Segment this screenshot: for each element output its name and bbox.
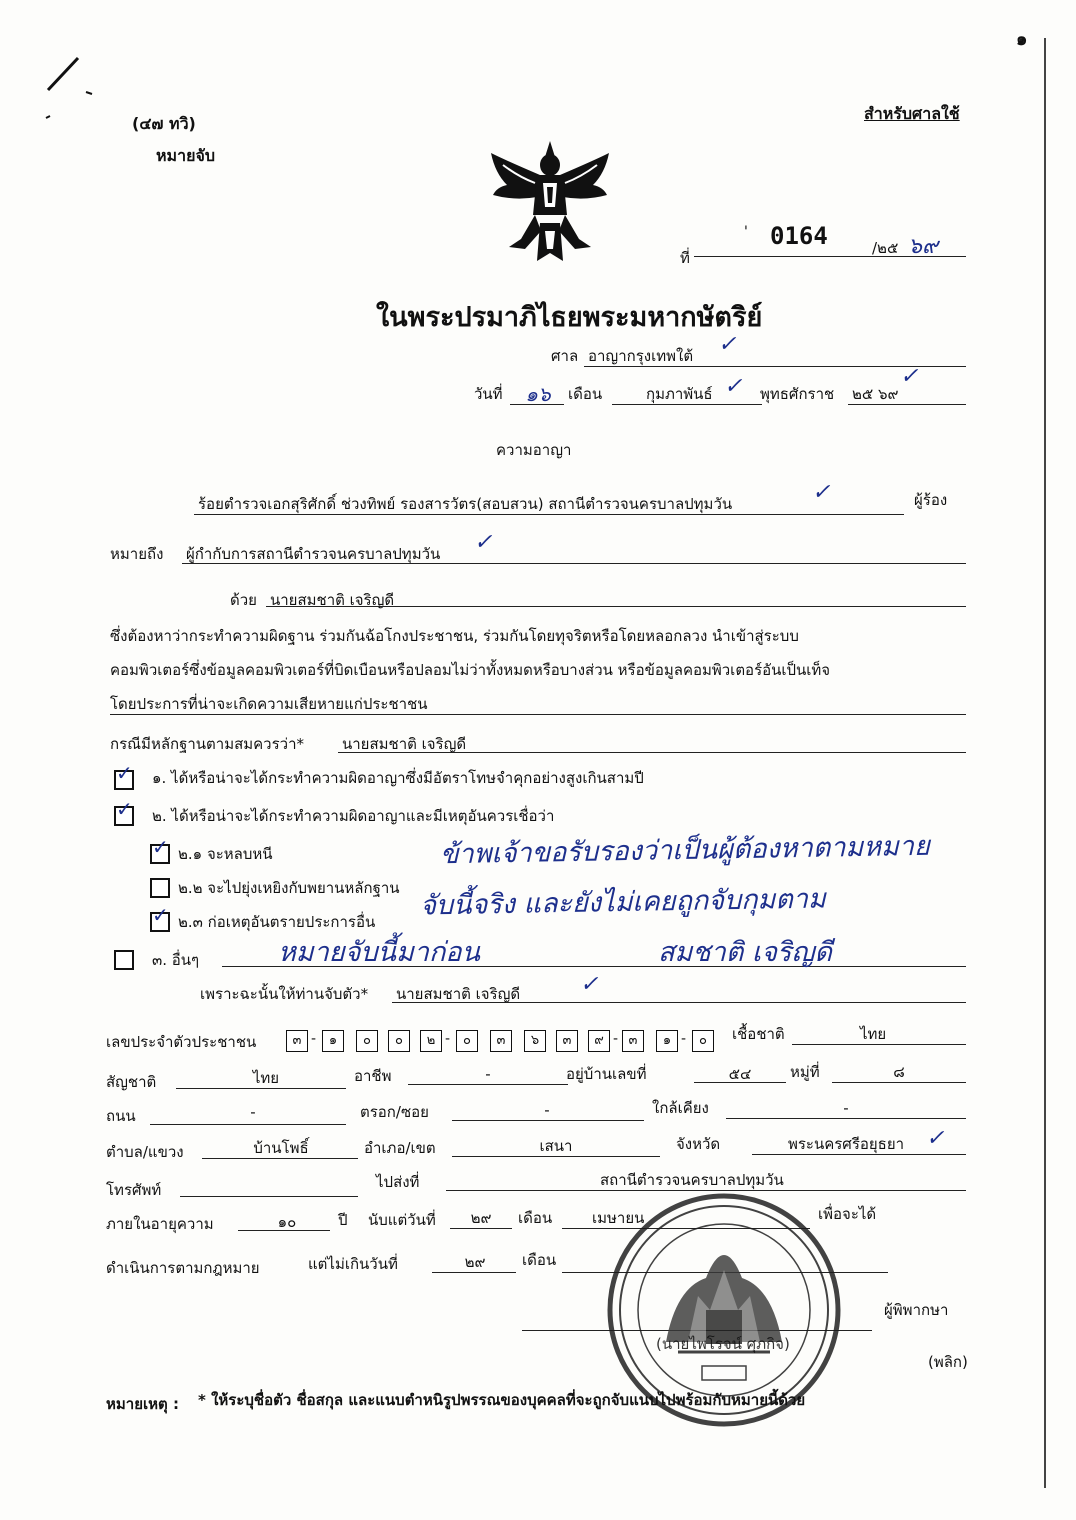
since-month-label: เดือน — [518, 1209, 553, 1227]
house-no-value: ๕๔ — [728, 1065, 752, 1083]
phone-label: โทรศัพท์ — [106, 1181, 162, 1199]
soi-line — [452, 1120, 644, 1121]
house-no-label: อยู่บ้านเลขที่ — [566, 1065, 647, 1083]
id-digit: ๖ — [524, 1030, 546, 1052]
scan-tick: ' — [744, 224, 748, 240]
subdistrict-label: ตำบล/แขวง — [106, 1143, 184, 1161]
warrant-to-check: ✓ — [474, 530, 493, 555]
date-day-label: วันที่ — [474, 385, 503, 403]
province-check: ✓ — [926, 1126, 945, 1151]
since-day-value: ๒๙ — [470, 1209, 492, 1227]
id-separator: - — [445, 1031, 451, 1047]
since-label: นับแต่วันที่ — [368, 1211, 436, 1229]
arrest-label: เพราะฉะนั้นให้ท่านจับตัว* — [200, 985, 369, 1003]
accusation-line-2: คอมพิวเตอร์ซึ่งข้อมูลคอมพิวเตอร์ที่บิดเบือนหรือปลอมไม่ว่าทั้งหมดหรือบางส่วน หรือข้อมูลคอมพิวเตอร์อันเป็นเท็จ — [110, 661, 831, 679]
date-month-check: ✓ — [724, 374, 743, 399]
district-line — [452, 1156, 660, 1157]
item-2-label: ๒. ได้หรือน่าจะได้กระทำความผิดอาญาและมีเหตุอันควรเชื่อว่า — [152, 807, 555, 825]
with-line — [266, 606, 966, 607]
warrant-number: 0164 — [770, 222, 828, 250]
petitioner-label: ผู้ร้อง — [914, 491, 948, 509]
id-digit: ๓ — [556, 1030, 578, 1052]
item-2-3-label: ๒.๓ ก่อเหตุอันตรายประการอื่น — [178, 913, 376, 931]
nationality-label: สัญชาติ — [106, 1073, 157, 1091]
warrant-to-label: หมายถึง — [110, 545, 164, 563]
occupation-label: อาชีพ — [354, 1067, 392, 1085]
id-separator: - — [681, 1031, 687, 1047]
warrant-number-label: ที่ — [680, 249, 690, 267]
item-1-label: ๑. ได้หรือน่าจะได้กระทำความผิดอาญาซึ่งมีอัตราโทษจำคุกอย่างสูงเกินสามปี — [152, 769, 644, 787]
checkbox-2-1-check-icon: ✓ — [152, 835, 169, 859]
since-month-value: เมษายน — [592, 1209, 645, 1227]
date-month: กุมภาพันธ์ — [646, 385, 713, 403]
id-separator: - — [613, 1031, 619, 1047]
province-line — [752, 1154, 966, 1155]
id-digit: ๓ — [622, 1030, 644, 1052]
accusation-line-3: โดยประการที่น่าจะเกิดความเสียหายแก่ประชาชน — [110, 695, 428, 713]
moo-value: ๘ — [893, 1063, 905, 1081]
petitioner-name: ร้อยตำรวจเอกสุริศักดิ์ ช่วงทิพย์ รองสารวัตร(สอบสวน) สถานีตำรวจนครบาลปทุมวัน — [198, 495, 733, 513]
court-name: อาญากรุงเทพใต้ — [588, 347, 694, 365]
road-line — [150, 1124, 346, 1125]
so-that-label: เพื่อจะได้ — [818, 1205, 877, 1223]
arrest-check: ✓ — [580, 972, 599, 997]
court-use-label: สำหรับศาลใช้ — [864, 104, 960, 123]
page-edge-line — [1044, 38, 1046, 1488]
nearby-value: - — [843, 1099, 849, 1117]
id-separator: - — [311, 1031, 317, 1047]
until-day-value: ๒๙ — [464, 1253, 486, 1271]
judge-label: ผู้พิพากษา — [884, 1301, 949, 1319]
until-day-line — [432, 1272, 516, 1273]
arrest-line — [392, 1002, 966, 1003]
accusation-line-1: ซึ่งต้องหาว่ากระทำความผิดฐาน ร่วมกันฉ้อโกงประชาชน, ร่วมกันโดยทุจริตหรือโดยหลอกลวง นำเข้าสู่ระบบ — [110, 627, 799, 645]
pen-stroke-mark — [40, 50, 110, 130]
not-beyond-label: แต่ไม่เกินวันที่ — [308, 1255, 398, 1273]
item-3-label: ๓. อื่นๆ — [152, 951, 200, 969]
house-no-line — [694, 1082, 786, 1083]
handwritten-note-3-name: สมชาติ เจริญดี — [658, 937, 832, 968]
item-2-1-label: ๒.๑ จะหลบหนี — [178, 845, 273, 863]
id-digit: ๓ — [490, 1030, 512, 1052]
id-digit: ๐ — [456, 1030, 478, 1052]
district-value: เสนา — [539, 1137, 573, 1155]
footer-note-label: หมายเหตุ : — [106, 1395, 179, 1413]
race-label: เชื้อชาติ — [732, 1025, 785, 1043]
id-digit: ๐ — [692, 1030, 714, 1052]
date-year-line — [848, 404, 966, 405]
occupation-line — [408, 1084, 568, 1085]
id-label: เลขประจำตัวประชาชน — [106, 1033, 257, 1051]
id-digit: ๐ — [388, 1030, 410, 1052]
send-to-line — [446, 1190, 966, 1191]
date-day-line — [510, 404, 564, 405]
nearby-line — [726, 1118, 966, 1119]
warrant-to-line — [182, 563, 966, 564]
validity-label: ภายในอายุความ — [106, 1215, 214, 1233]
proceed-label: ดำเนินการตามกฎหมาย — [106, 1259, 260, 1277]
nearby-label: ใกล้เคียง — [652, 1099, 709, 1117]
seal-signer-name: (นายไพโรจน์ ศุภกิจ) — [656, 1335, 790, 1353]
petitioner-check: ✓ — [812, 480, 831, 505]
validity-value: ๑๐ — [277, 1213, 297, 1231]
garuda-emblem-icon — [485, 135, 615, 265]
phone-line — [180, 1196, 358, 1197]
district-label: อำเภอ/เขต — [364, 1139, 436, 1157]
arrest-value: นายสมชาติ เจริญดี — [396, 985, 521, 1003]
with-value: นายสมชาติ เจริญดี — [270, 591, 395, 609]
evidence-label: กรณีมีหลักฐานตามสมควรว่า* — [110, 735, 305, 753]
road-label: ถนน — [106, 1107, 136, 1125]
case-type: ความอาญา — [496, 441, 572, 459]
nationality-line — [176, 1088, 346, 1089]
warrant-year-suffix: ๖๙ — [908, 234, 939, 259]
warrant-to-value: ผู้กำกับการสถานีตำรวจนครบาลปทุมวัน — [186, 545, 441, 563]
court-label: ศาล — [551, 347, 579, 365]
petitioner-line — [194, 514, 904, 515]
send-to-label: ไปส่งที่ — [376, 1173, 420, 1191]
evidence-line — [338, 752, 966, 753]
date-month-line — [612, 404, 762, 405]
soi-value: - — [544, 1101, 550, 1119]
checkbox-2-check-icon: ✓ — [116, 797, 133, 821]
validity-line — [238, 1230, 330, 1231]
handwritten-note-3: หมายจับนี้มาก่อน — [278, 937, 480, 968]
send-to-value: สถานีตำรวจนครบาลปทุมวัน — [600, 1171, 784, 1189]
id-digit: ๑ — [656, 1030, 678, 1052]
checkbox-3[interactable] — [114, 950, 134, 970]
id-digit: ๑ — [322, 1030, 344, 1052]
evidence-value: นายสมชาติ เจริญดี — [342, 735, 467, 753]
court-check-mark: ✓ — [718, 332, 737, 357]
handwritten-note-2: จับนี้จริง และยังไม่เคยถูกจับกุมตาม — [419, 883, 827, 922]
id-digit: ๒ — [420, 1030, 442, 1052]
road-value: - — [250, 1103, 256, 1121]
year-label: ปี — [338, 1211, 348, 1229]
date-year-check: ✓ — [900, 364, 919, 389]
accusation-line — [110, 714, 966, 715]
checkbox-1-check-icon: ✓ — [116, 761, 133, 785]
turn-over-label: (พลิก) — [928, 1353, 968, 1371]
race-value: ไทย — [860, 1025, 887, 1043]
warrant-year-prefix: /๒๕ — [872, 239, 899, 257]
with-label: ด้วย — [230, 591, 257, 609]
occupation-value: - — [485, 1065, 491, 1083]
date-year-label: พุทธศักราช — [760, 385, 835, 403]
race-line — [792, 1044, 966, 1045]
subdistrict-line — [202, 1158, 358, 1159]
province-label: จังหวัด — [676, 1135, 721, 1153]
moo-line — [832, 1082, 966, 1083]
form-code: (๔๗ ทวิ) — [132, 114, 196, 133]
checkbox-2-3-check-icon: ✓ — [152, 903, 169, 927]
footer-note: * ให้ระบุชื่อตัว ชื่อสกุล และแนบตำหนิรูปพรรณของบุคคลที่จะถูกจับแนบไปพร้อมกับหมายนี้ด้วย — [198, 1391, 806, 1409]
id-digit: ๓ — [286, 1030, 308, 1052]
moo-label: หมู่ที่ — [790, 1063, 820, 1081]
date-year: ๒๕ ๖๙ — [852, 385, 899, 403]
handwritten-note-1: ข้าพเจ้าขอรับรองว่าเป็นผู้ต้องหาตามหมาย — [439, 830, 931, 871]
id-digit: ๙ — [588, 1030, 610, 1052]
checkbox-2-2[interactable] — [150, 878, 170, 898]
subdistrict-value: บ้านโพธิ์ — [253, 1139, 309, 1157]
item-2-2-label: ๒.๒ จะไปยุ่งเหยิงกับพยานหลักฐาน — [178, 879, 400, 897]
until-month-label: เดือน — [522, 1251, 557, 1269]
form-type: หมายจับ — [156, 146, 215, 165]
id-digit: ๐ — [356, 1030, 378, 1052]
nationality-value: ไทย — [252, 1069, 280, 1087]
date-day: ๑๖ — [525, 382, 551, 406]
page-number: ๑ — [1016, 29, 1028, 50]
province-value: พระนครศรีอยุธยา — [787, 1135, 905, 1153]
date-month-label: เดือน — [568, 385, 603, 403]
since-day-line — [450, 1228, 512, 1229]
soi-label: ตรอก/ซอย — [360, 1103, 429, 1121]
title: ในพระปรมาภิไธยพระมหากษัตริย์ — [376, 302, 763, 333]
